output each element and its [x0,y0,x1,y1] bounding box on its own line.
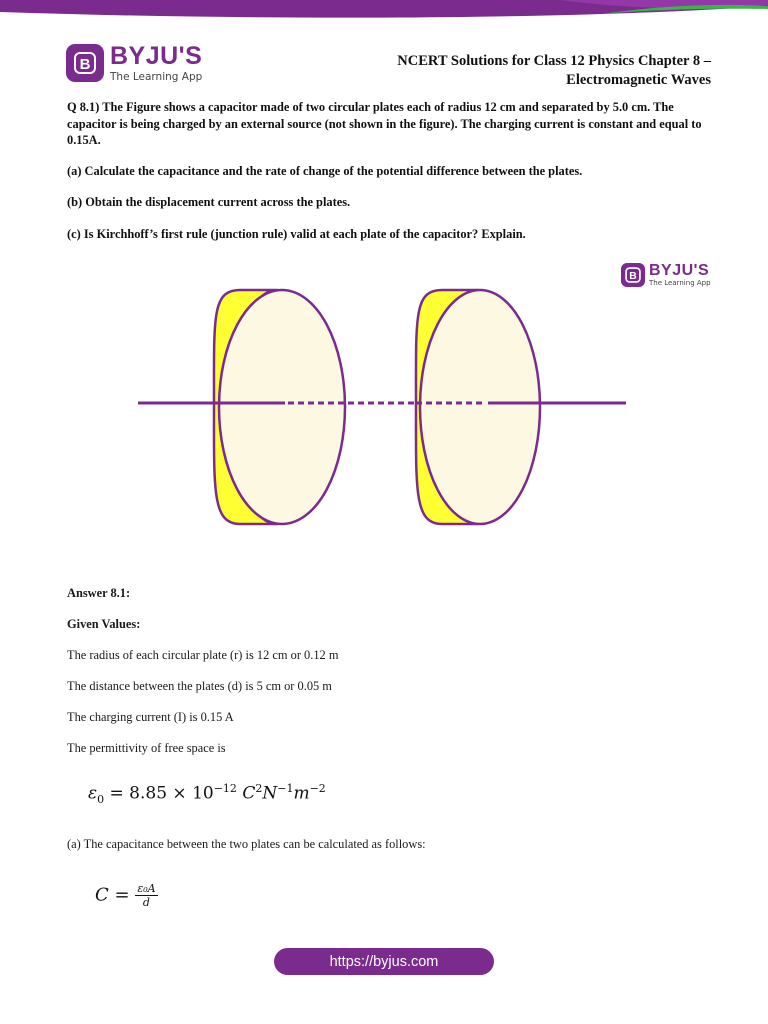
left-plate-face [219,290,345,524]
footer-url-link[interactable]: https://byjus.com [274,948,494,975]
question-part-b: (b) Obtain the displacement current across the plates. [67,195,351,209]
answer-heading: Answer 8.1: [67,586,131,600]
given-distance: The distance between the plates (d) is 5 cm or 0.05 m [67,679,332,693]
permittivity-equation: $\varepsilon_0 = 8.85 \times 10^{-12}$ $C^2N^{-1}m^{-2}$ [88,782,326,807]
capacitor-figure [130,282,630,542]
capacitance-intro: (a) The capacitance between the two plates can be calculated as follows: [67,837,426,851]
svg-text:B: B [629,271,637,283]
brand-b-icon [72,50,98,76]
document-title-line1: NCERT Solutions for Class 12 Physics Chapter 8 – [397,53,711,69]
figure-brand-name: BYJU'S [649,262,710,279]
given-permittivity: The permittivity of free space is [67,741,226,755]
figure-brand-logo [621,263,711,287]
question-text: Q 8.1) The Figure shows a capacitor made of two circular plates each of radius 12 cm and separated by 5.0 cm. The capacitor is being charged by an external source (not shown in the figure). The charging current is constant and equal to 0.15A. [67,100,702,147]
top-decorative-band [0,0,768,24]
brand-logo[interactable] [66,44,202,83]
document-title [397,52,711,90]
figure-brand-tagline: The Learning App [649,279,711,287]
brand-logo-badge [66,44,104,82]
brand-name: BYJU'S [110,42,203,70]
given-radius: The radius of each circular plate (r) is 12 cm or 0.12 m [67,648,339,662]
svg-text:B: B [79,56,91,74]
document-title-line2: Electromagnetic Waves [566,72,711,88]
capacitance-equation: C = $\frac{\text{ε₀A}}{d}$ [95,882,156,909]
given-values-heading: Given Values: [67,617,141,631]
right-plate-face [420,290,540,524]
brand-tagline: The Learning App [110,71,203,83]
question-part-a: (a) Calculate the capacitance and the rate of change of the potential difference between the plates. [67,164,583,178]
given-current: The charging current (I) is 0.15 A [67,710,234,724]
question-part-c: (c) Is Kirchhoff’s first rule (junction rule) valid at each plate of the capacitor? Explain. [67,227,526,241]
